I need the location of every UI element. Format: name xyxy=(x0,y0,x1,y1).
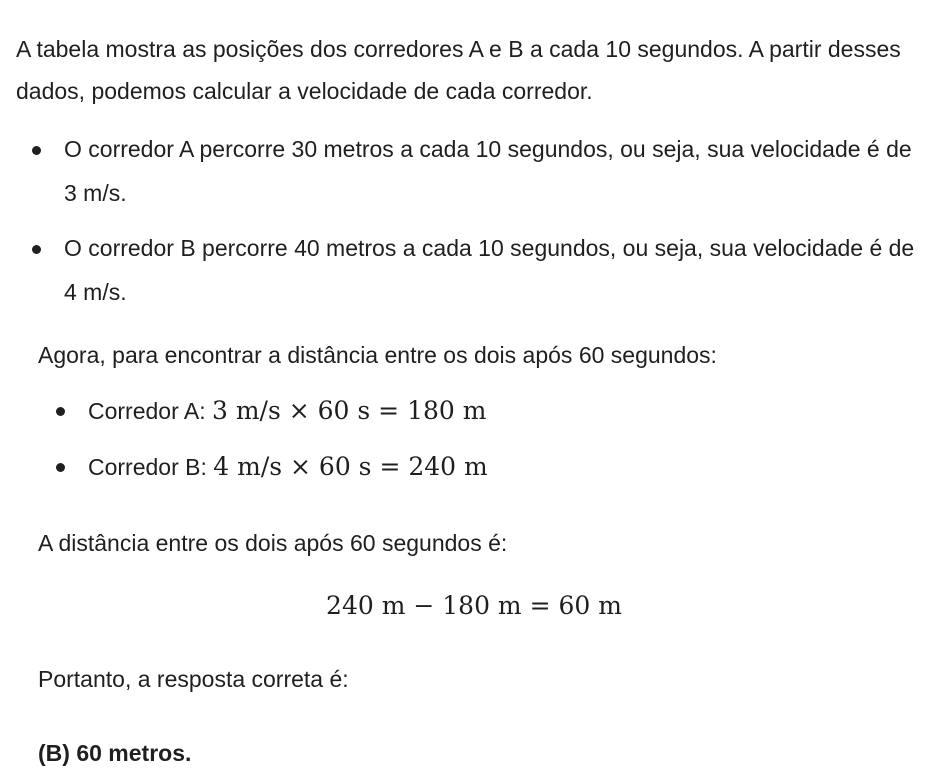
list-item-text: O corredor A percorre 30 metros a cada 10 segundos, ou seja, sua velocidade é de 3 m/s. xyxy=(64,136,912,206)
conclusion-paragraph: Portanto, a resposta correta é: xyxy=(38,666,349,692)
calc-text xyxy=(88,389,486,433)
bullet-dot xyxy=(32,245,41,254)
intro-paragraph: A tabela mostra as posições dos corredores A e B a cada 10 segundos. A partir desses dados, podemos calcular a velocidade de cada corredor. xyxy=(16,36,901,104)
calc-formula: 4 m/s × 60 s = 240 m xyxy=(213,452,488,481)
calc-formula: 3 m/s × 60 s = 180 m xyxy=(212,396,487,425)
calc-label: Corredor B: xyxy=(88,454,207,480)
calc-item-runner-b xyxy=(38,445,738,489)
calc-label: Corredor A: xyxy=(88,398,206,424)
distance-equation: 240 m − 180 m = 60 m xyxy=(326,591,622,620)
bullet-dot xyxy=(56,463,65,472)
final-answer: (B) 60 metros. xyxy=(38,740,192,766)
list-item-text: O corredor B percorre 40 metros a cada 10 segundos, ou seja, sua velocidade é de 4 m/s. xyxy=(64,235,915,305)
agora-paragraph: Agora, para encontrar a distância entre os dois após 60 segundos: xyxy=(38,342,717,368)
bullet-dot xyxy=(32,146,41,155)
calc-item-runner-a xyxy=(38,389,738,433)
calc-text xyxy=(88,445,488,489)
bullet-dot xyxy=(56,407,65,416)
distance-paragraph: A distância entre os dois após 60 segundos é: xyxy=(38,530,508,556)
